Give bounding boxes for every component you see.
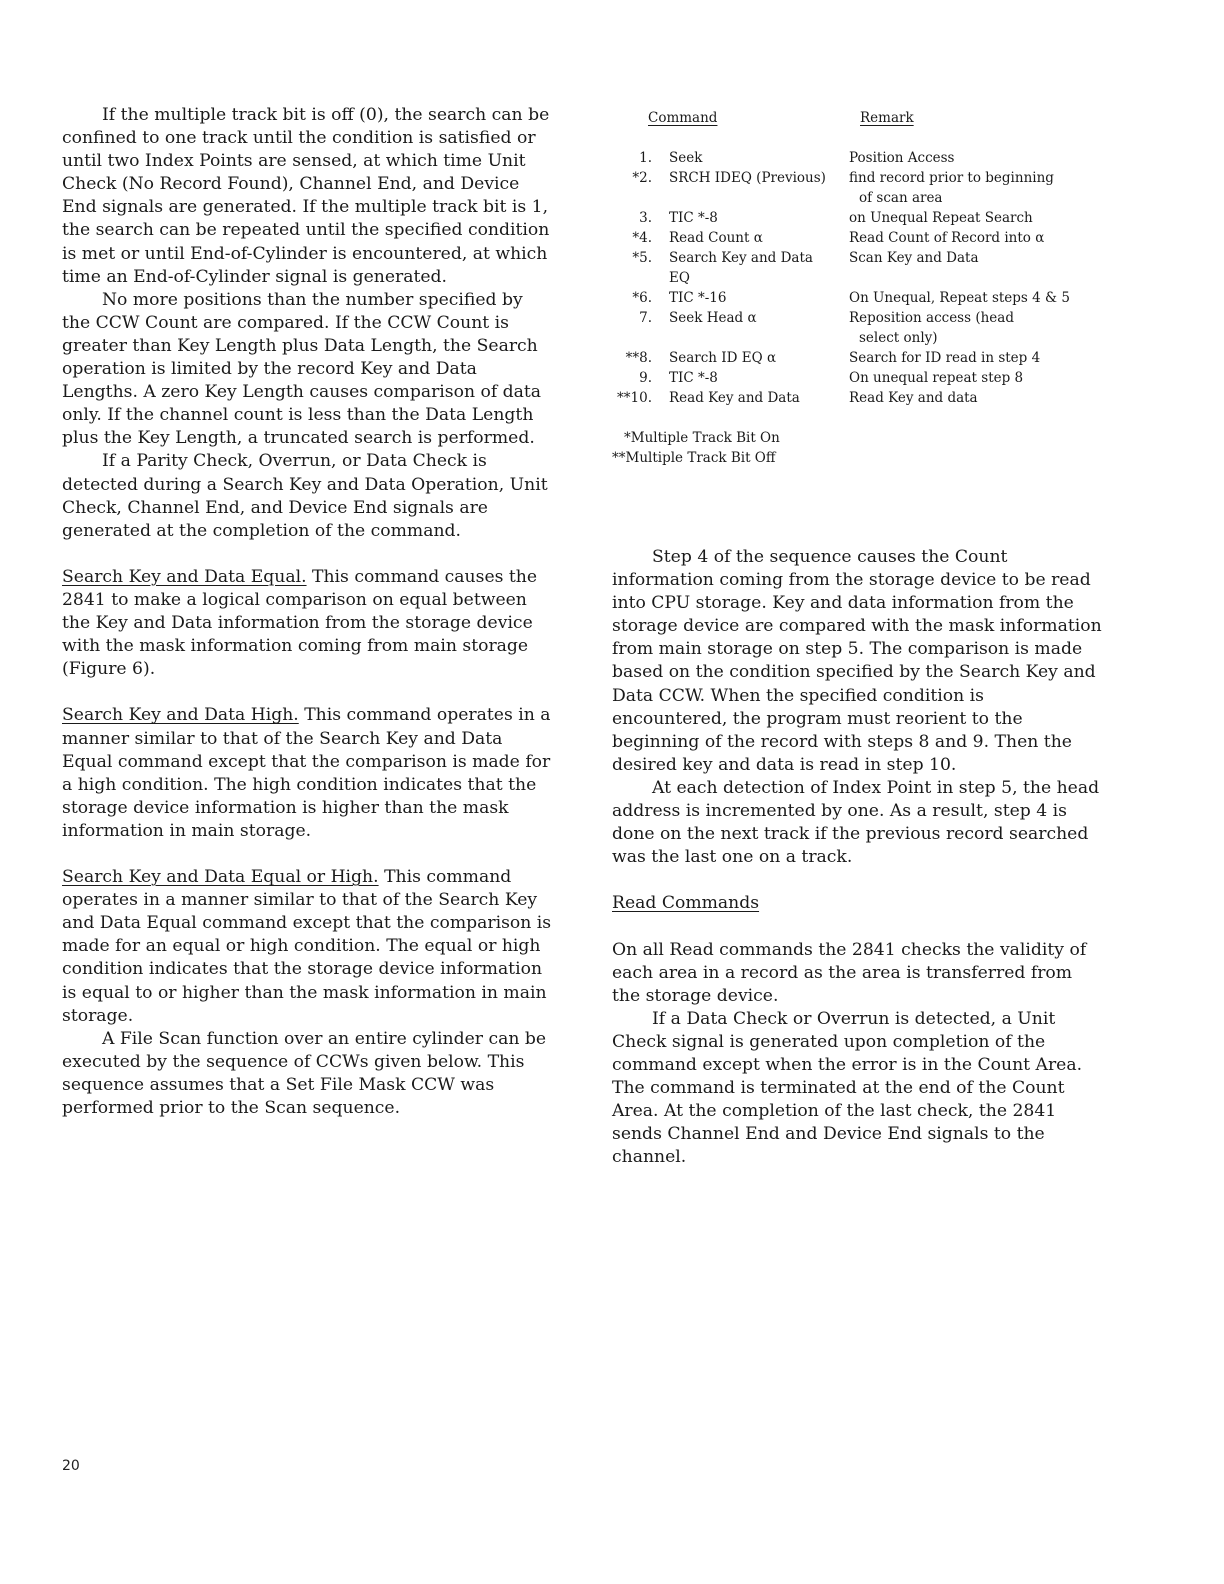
command-cell	[652, 288, 841, 308]
remark-cell	[841, 308, 1079, 348]
command-text: Seek Head α	[669, 310, 757, 326]
remark-text: On unequal repeat step 8	[849, 370, 1024, 386]
section-body-search-equal-or-high: This command operates in a manner similar to that of the Search Key and Data Equal command except that the comparison is made for an equal or high condition. The equal or high condition indicates that the storage device information is equal to or higher than the mask information in main storage.	[62, 867, 552, 1026]
remark-cell	[841, 368, 1079, 388]
remark-text: find record prior to beginning	[849, 170, 1054, 186]
section-search-high	[62, 704, 552, 843]
table-row	[612, 388, 1112, 408]
column-header-remark: Remark	[860, 110, 914, 126]
remark-cell	[841, 348, 1079, 368]
remark-text: Scan Key and Data	[849, 250, 979, 266]
table-row	[612, 308, 1112, 348]
section-search-equal	[62, 566, 552, 681]
command-text: TIC *-8	[669, 370, 718, 386]
footnote-double-asterisk: **Multiple Track Bit Off	[612, 450, 776, 466]
remark-cell	[841, 148, 1079, 168]
footnote-single-asterisk: *Multiple Track Bit On	[624, 430, 780, 446]
section-search-equal-or-high	[62, 866, 552, 1028]
step-number: **10.	[617, 390, 652, 406]
table-row	[612, 148, 1112, 168]
command-cell	[652, 348, 841, 368]
remark-text: Search for ID read in step 4	[849, 350, 1041, 366]
remark-cell	[841, 228, 1079, 248]
step-number: 9.	[639, 370, 652, 386]
section-body-search-equal: This command causes the 2841 to make a logical comparison on equal between the Key and Data information from the storage device with the mask information coming from main storage (Figure 6).	[62, 566, 538, 680]
remark-cell	[841, 248, 1079, 288]
remark-cell	[841, 208, 1079, 228]
paragraph-parity-check: If a Parity Check, Overrun, or Data Check is detected during a Search Key and Data Operation, Unit Check, Channel End, and Device End signals are generated at the completion of the command.	[62, 451, 548, 541]
remark-text: Read Count of Record into α	[849, 230, 1045, 246]
section-heading-search-equal: Search Key and Data Equal.	[62, 566, 307, 587]
command-text: SRCH IDEQ (Previous)	[669, 170, 826, 186]
remark-cell	[841, 288, 1079, 308]
command-cell	[652, 208, 841, 228]
command-text-continued: EQ	[669, 270, 690, 286]
table-header	[612, 108, 1112, 148]
table-row	[612, 288, 1112, 308]
step-number: **8.	[625, 350, 652, 366]
table-footnotes	[612, 428, 1112, 468]
paragraph-read-validity: On all Read commands the 2841 checks the validity of each area in a record as the area is transferred from the storage device.	[612, 939, 1087, 1006]
command-text: TIC *-16	[669, 290, 727, 306]
command-cell	[652, 388, 841, 408]
ccw-sequence-table	[612, 108, 1112, 468]
step-number: *2.	[632, 170, 652, 186]
step-number: *6.	[632, 290, 652, 306]
table-row	[612, 208, 1112, 228]
step-number: *5.	[632, 250, 652, 266]
paragraph-step-four: Step 4 of the sequence causes the Count information coming from the storage device to be read into CPU storage. Key and data information from the storage device are compared with the mask information from main storage on step 5. The comparison is made based on the condition specified by the Search Key and Data CCW. When the specified condition is encountered, the program must reorient to the beginning of the record with steps 8 and 9. Then the desired key and data is read in step 10.	[612, 547, 1102, 775]
command-text: Search Key and Data	[669, 250, 813, 266]
paragraph-data-check: If a Data Check or Overrun is detected, a Unit Check signal is generated upon completion of the command except when the error is in the Count Area. The command is terminated at the end of the Count Area. At the completion of the last check, the 2841 sends Channel End and Device End signals to the channel.	[612, 1008, 1083, 1168]
remark-cell	[841, 168, 1079, 208]
section-heading-search-high: Search Key and Data High.	[62, 705, 299, 726]
command-cell	[652, 248, 841, 288]
step-number: *4.	[632, 230, 652, 246]
command-cell	[652, 368, 841, 388]
paragraph-file-scan: A File Scan function over an entire cylinder can be executed by the sequence of CCWs given below. This sequence assumes that a Set File Mask CCW was performed prior to the Scan sequence.	[62, 1028, 547, 1119]
command-cell	[652, 228, 841, 248]
step-number: 3.	[639, 210, 652, 226]
table-row	[612, 168, 1112, 208]
table-row	[612, 368, 1112, 388]
paragraph-ccw-count: No more positions than the number specified by the CCW Count are compared. If the CCW Count is greater than Key Length plus Data Length, the Search operation is limited by the record Key and Data Lengths. A zero Key Length causes comparison of data only. If the channel count is less than the Data Length plus the Key Length, a truncated search is performed.	[62, 289, 542, 449]
command-cell	[652, 148, 841, 168]
paragraph-index-point: At each detection of Index Point in step 5, the head address is incremented by one. As a result, step 4 is done on the next track if the previous record searched was the last one on a track.	[612, 777, 1100, 868]
command-cell	[652, 168, 841, 208]
remark-text: Read Key and data	[849, 390, 978, 406]
right-column	[612, 546, 1102, 1170]
section-read-commands	[612, 892, 1102, 915]
section-body-search-high: This command operates in a manner similar to that of the Search Key and Data Equal command except that the comparison is made for a high condition. The high condition indicates that the storage device information is higher than the mask information in main storage.	[62, 705, 551, 841]
command-text: Seek	[669, 150, 703, 166]
command-text: TIC *-8	[669, 210, 718, 226]
left-column	[62, 104, 552, 1120]
command-cell	[652, 308, 841, 348]
table-row	[612, 248, 1112, 288]
section-heading-search-equal-or-high: Search Key and Data Equal or High.	[62, 867, 379, 888]
command-text: Read Count α	[669, 230, 763, 246]
remark-text: On Unequal, Repeat steps 4 & 5	[849, 290, 1070, 306]
remark-text-continued: select only)	[859, 330, 938, 346]
table-row	[612, 228, 1112, 248]
remark-text: on Unequal Repeat Search	[849, 210, 1033, 226]
heading-read-commands: Read Commands	[612, 893, 760, 914]
remark-cell	[841, 388, 1079, 408]
table-row	[612, 348, 1112, 368]
table-body	[612, 148, 1112, 408]
command-text: Read Key and Data	[669, 390, 800, 406]
page-number: 20	[62, 1458, 80, 1474]
command-text: Search ID EQ α	[669, 350, 777, 366]
step-number: 1.	[639, 150, 652, 166]
step-number: 7.	[639, 310, 652, 326]
paragraph-multiple-track-bit: If the multiple track bit is off (0), the search can be confined to one track until the condition is satisfied or until two Index Points are sensed, at which time Unit Check (No Record Found), Channel End, and Device End signals are generated. If the multiple track bit is 1, the search can be repeated until the specified condition is met or until End-of-Cylinder is encountered, at which time an End-of-Cylinder signal is generated.	[62, 105, 550, 287]
remark-text-continued: of scan area	[859, 190, 943, 206]
column-header-command: Command	[648, 110, 718, 126]
remark-text: Reposition access (head	[849, 310, 1014, 326]
remark-text: Position Access	[849, 150, 955, 166]
